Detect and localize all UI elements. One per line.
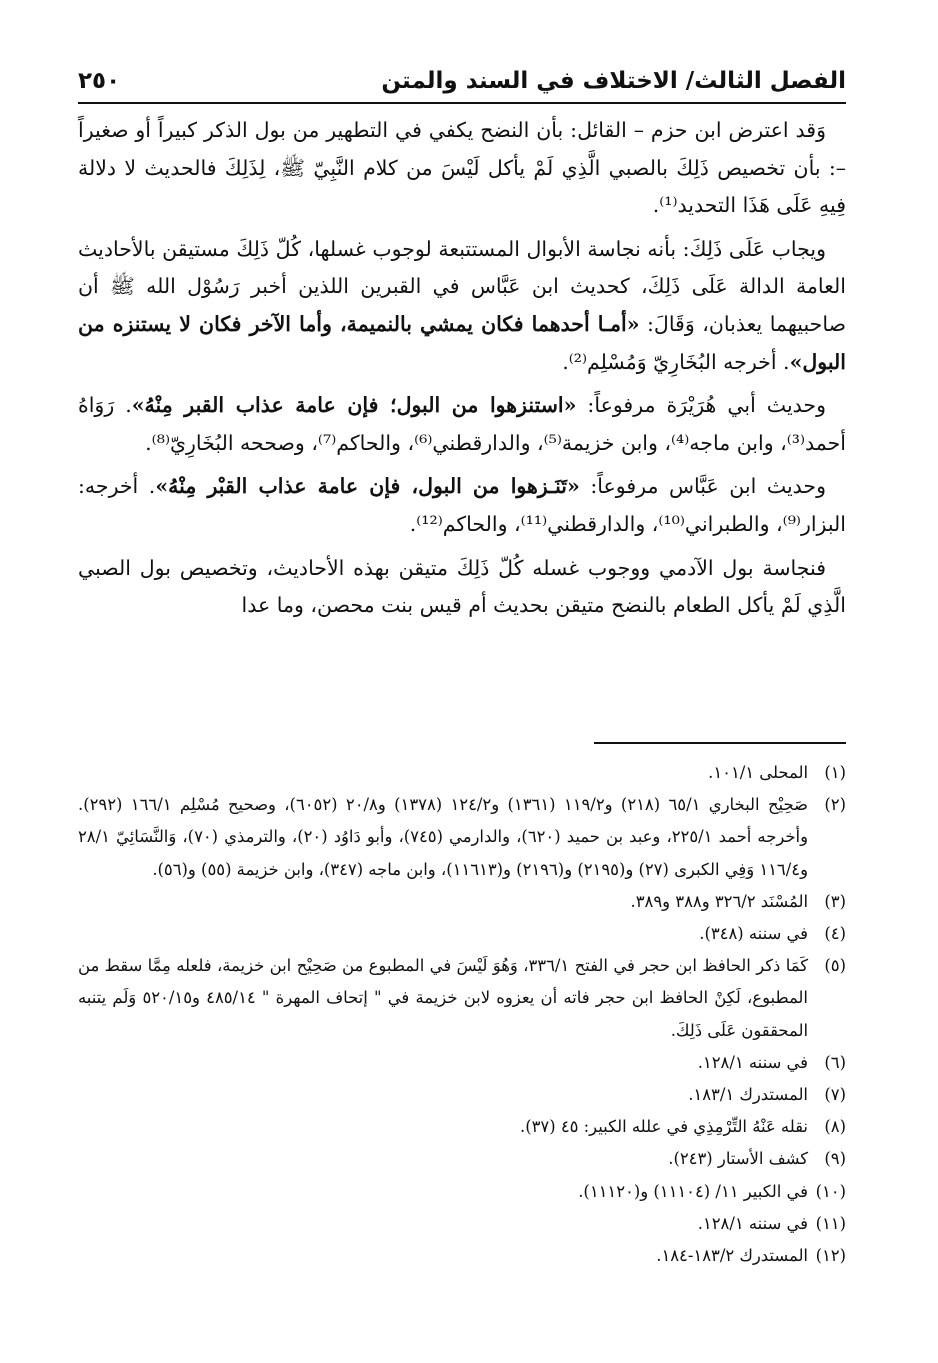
- footnote-text: صَحِيْح البخاري ٦٥/١ (٢١٨) و١١٩/٢ (١٣٦١) و١٢٤/٢ (١٣٧٨) و٢٠/٨ (٦٠٥٢)، وصحيح مُسْلِم ١٦٦/١ (٢٩٢). وأخرجه أحمد ٢٢٥/١، وعبد بن حميد (٦٢٠)، والدارمي (٧٤٥)، وأبو دَاوُد (٢٠)، والترمذي (٧٠)، وَالنَّسَائِيّ ٢٨/١ و١١٦/٤ وَفِي الكبرى (٢٧) و(٢١٩٥) و(٢١٩٦) و(١١٦١٣)، وابن ماجه (٣٤٧)، وابن خزيمة (٥٥) و(٥٦).: [78, 795, 808, 879]
- footnote-text: نقله عَنْهُ التِّرْمِذِي في علله الكبير: ٤٥ (٣٧).: [519, 1117, 808, 1137]
- paragraph-1: [78, 112, 846, 225]
- footnote-text: في سننه ١٢٨/١.: [697, 1213, 808, 1233]
- paragraph-4-text-a: وحديث ابن عَبَّاس مرفوعاً:: [579, 474, 826, 499]
- footnote-text: في سننه ١٢٨/١.: [697, 1052, 808, 1072]
- paragraph-1-text: وَقد اعترض ابن حزم – القائل: بأن النضح يكفي في التطهير من بول الذكر كبيراً أو صغيراً –: بأن تخصيص ذَلِكَ بالصبي الَّذِي لَمْ يأكل لَيْسَ من كلام النَّبِيّ ﷺ، لِذَلِكَ فالحديث لا دلالة فِيهِ عَلَى هَذَا التحديد⁽¹⁾.: [78, 118, 846, 218]
- footnote-text: المُسْنَد ٣٢٦/٢ و٣٨٨ و٣٨٩.: [630, 891, 808, 911]
- paragraph-2-text-a: ويجاب عَلَى ذَلِكَ: بأنه نجاسة الأبوال المستتبعة لوجوب غسلها، كُلّ ذَلِكَ مستيقن بالأحاديث العامة الدالة عَلَى ذَلِكَ، كحديث ابن عَبَّاس في القبرين اللذين أخبر رَسُوْل الله ﷺ أن صاحبيهما يعذبان، وَقَالَ:: [78, 236, 846, 336]
- footnote: [78, 1176, 846, 1208]
- footnote: [78, 1143, 846, 1175]
- footnote: [78, 918, 846, 950]
- footnote-number: (٥): [824, 956, 846, 976]
- footnote-text: في الكبير ١١/ (١١١٠٤) و(١١١٢٠).: [578, 1181, 808, 1201]
- footnote: [78, 886, 846, 918]
- paragraph-4-text-c: . أخرجه: البزار⁽⁹⁾، والطبراني⁽¹⁰⁾، والدارقطني⁽¹¹⁾، والحاكم⁽¹²⁾.: [78, 474, 846, 536]
- footnote-text: المحلى ١٠١/١.: [708, 763, 808, 782]
- footnote: [78, 1111, 846, 1143]
- footnote: [78, 1240, 846, 1272]
- footnote: [78, 757, 846, 789]
- footnote-number: (٦): [824, 1052, 846, 1072]
- paragraph-5-text: فنجاسة بول الآدمي ووجوب غسله كُلّ ذَلِكَ متيقن بهذه الأحاديث، وتخصيص بول الصبي الَّذِي لَمْ يأكل الطعام بالنضح متيقن بحديث أم قيس بنت محصن، وما عدا: [78, 555, 846, 618]
- footnote-text: كَمَا ذكر الحافظ ابن حجر في الفتح ٣٣٦/١، وَهُوَ لَيْسَ في المطبوع من صَحِيْح ابن خزيمة، فلعله مِمَّا سقط من المطبوع، لَكِنْ الحافظ ابن حجر فاته أن يعزوه لابن خزيمة في " إتحاف المهرة " ٤٨٥/١٤ و٥٢٠/١٥ وَلَم يتنبه المحققون عَلَى ذَلِكَ.: [78, 956, 808, 1040]
- footnote: [78, 1079, 846, 1111]
- footnote-number: (٣): [824, 891, 846, 911]
- footnote: [78, 1208, 846, 1240]
- hadith-quote-1: «أمـا أحدهما فكان يمشي بالنميمة، وأما الآخر فكان لا يستنزه من البول»: [78, 311, 846, 374]
- paragraph-4: [78, 468, 846, 543]
- footnote-number: (١): [824, 763, 846, 782]
- footnote-text: كشف الأستار (٢٤٣).: [668, 1149, 808, 1169]
- footnote-number: (٩): [824, 1149, 846, 1169]
- footnotes: [78, 757, 846, 1272]
- footnote-number: (١٢): [815, 1246, 846, 1266]
- footnote-text: المستدرك ١٨٣/٢-١٨٤.: [656, 1246, 808, 1266]
- footnote-divider: [594, 742, 846, 744]
- footnote-number: (٨): [824, 1117, 846, 1137]
- footnote-text: في سننه (٣٤٨).: [699, 924, 808, 944]
- footnote-number: (٤): [824, 924, 846, 944]
- paragraph-2: [78, 231, 846, 381]
- hadith-quote-2: «استنزهوا من البول؛ فإن عامة عذاب القبر مِنْهُ»: [131, 393, 577, 418]
- footnote: [78, 1047, 846, 1079]
- hadith-quote-3: «تَنَـزهوا من البول، فإن عامة عذاب القبْر مِنْهُ»: [155, 474, 580, 499]
- footnote-number: (١٠): [815, 1181, 846, 1201]
- paragraph-3: [78, 387, 846, 462]
- running-header: [78, 62, 846, 104]
- paragraph-5: [78, 550, 846, 625]
- footnote-number: (٧): [824, 1085, 846, 1105]
- paragraph-3-text-c: . رَوَاهُ أحمد⁽³⁾، وابن ماجه⁽⁴⁾، وابن خزيمة⁽⁵⁾، والدارقطني⁽⁶⁾، والحاكم⁽⁷⁾، وصححه البُخَارِيّ⁽⁸⁾.: [78, 393, 846, 455]
- chapter-title: الفصل الثالث/ الاختلاف في السند والمتن: [381, 68, 846, 94]
- paragraph-2-text-c: . أخرجه البُخَارِيّ وَمُسْلِم⁽²⁾.: [562, 349, 790, 374]
- main-text: [78, 112, 846, 631]
- page-number: ٢٥٠: [78, 68, 121, 94]
- footnote-text: المستدرك ١٨٣/١.: [688, 1085, 808, 1105]
- footnote: [78, 950, 846, 1047]
- footnote-number: (٢): [824, 795, 846, 815]
- footnote-number: (١١): [815, 1213, 846, 1233]
- footnote: [78, 789, 846, 886]
- paragraph-3-text-a: وحديث أبي هُرَيْرَة مرفوعاً:: [576, 393, 826, 418]
